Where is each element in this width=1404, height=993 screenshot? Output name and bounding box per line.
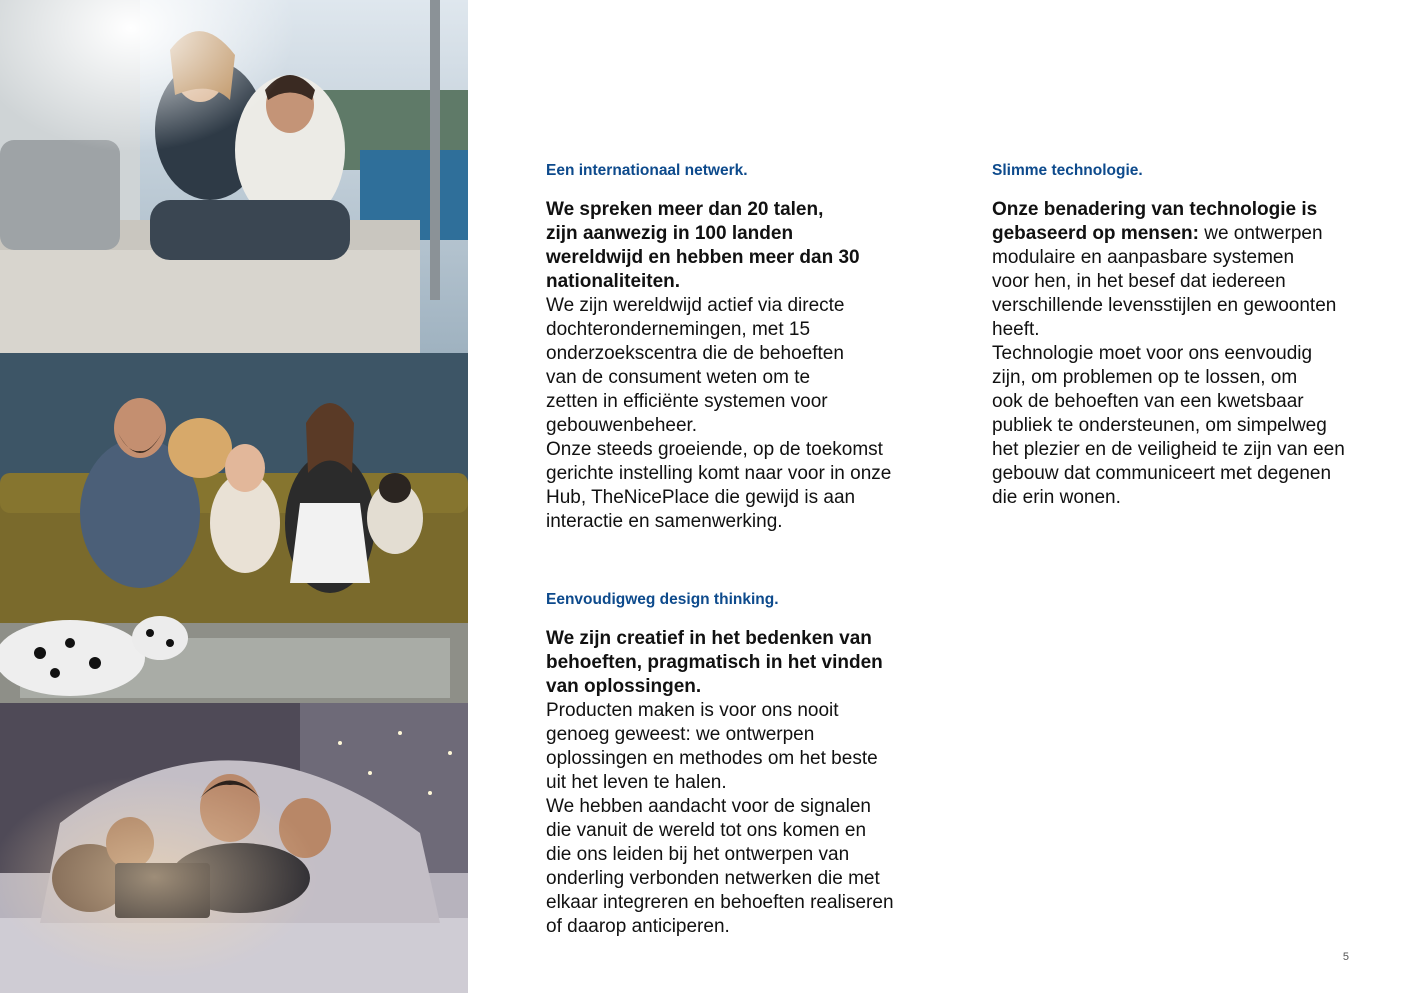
body-line: gebouwenbeheer. [546,415,698,436]
lead-line: van oplossingen. [546,676,702,697]
body-line: publiek te ondersteunen, om simpelweg [992,415,1327,436]
section-body [546,627,916,939]
lead-line: Onze benadering van technologie is [992,199,1318,220]
body-line: interactie en samenwerking. [546,511,783,532]
body-line: van de consument weten om te [546,367,811,388]
body-line: Technologie moet voor ons eenvoudig [992,343,1313,364]
body-line: of daarop anticiperen. [546,916,730,937]
body-line: We hebben aandacht voor de signalen [546,796,872,817]
body-line: die erin wonen. [992,487,1121,508]
lead-line: zijn aanwezig in 100 landen [546,223,794,244]
body-line: die vanuit de wereld tot ons komen en [546,820,867,841]
lead-line: We zijn creatief in het bedenken van [546,628,872,649]
body-line: onderling verbonden netwerken die met [546,868,880,889]
lead-text [546,198,916,294]
section-design-thinking [546,590,916,939]
photo-couple-on-sofa [0,0,468,353]
body-line: onderzoekscentra die de behoeften [546,343,844,364]
body-line: We zijn wereldwijd actief via directe [546,295,845,316]
section-international-network [546,161,916,534]
body-line: genoeg geweest: we ontwerpen [546,724,815,745]
lead-text [546,627,916,699]
lead-line: behoeften, pragmatisch in het vinden [546,652,883,673]
body-line: voor hen, in het besef dat iedereen [992,271,1286,292]
body-line: oplossingen en methodes om het beste [546,748,878,769]
lead-line-mixed [992,222,1362,246]
body-line: het plezier en de veiligheid te zijn van een [992,439,1345,460]
photo-father-children-under-blanket [0,703,468,993]
body-line: elkaar integreren en behoeften realiseren [546,892,894,913]
body-line: Onze steeds groeiende, op de toekomst [546,439,883,460]
body-line: die ons leiden bij het ontwerpen van [546,844,850,865]
body-line: Producten maken is voor ons nooit [546,700,839,721]
section-body [546,198,916,534]
section-heading: Slimme technologie. [992,162,1143,179]
lead-line: We spreken meer dan 20 talen, [546,199,824,220]
body-line: gerichte instelling komt naar voor in onze [546,463,892,484]
lead-line: wereldwijd en hebben meer dan 30 [546,247,860,268]
body-line: zetten in efficiënte systemen voor [546,391,828,412]
body-line: zijn, om problemen op te lossen, om [992,367,1298,388]
photo-column [0,0,468,993]
body-line: heeft. [992,319,1040,340]
page-number: 5 [1342,951,1349,963]
body-line: uit het leven te halen. [546,772,727,793]
photo-family-with-dogs [0,353,468,703]
section-smart-technology [992,161,1362,510]
body-line: gebouw dat communiceert met degenen [992,463,1332,484]
section-body [992,198,1362,510]
lead-bold-fragment: gebaseerd op mensen: [992,223,1199,244]
section-heading: Eenvoudigweg design thinking. [546,591,779,608]
body-line: modulaire en aanpasbare systemen [992,247,1295,268]
body-line: Hub, TheNicePlace die gewijd is aan [546,487,856,508]
lead-regular-fragment: we ontwerpen [1198,223,1323,244]
lead-line: nationaliteiten. [546,271,681,292]
body-line: verschillende levensstijlen en gewoonten [992,295,1337,316]
body-line: ook de behoeften van een kwetsbaar [992,391,1304,412]
body-line: dochterondernemingen, met 15 [546,319,811,340]
section-heading: Een internationaal netwerk. [546,162,748,179]
